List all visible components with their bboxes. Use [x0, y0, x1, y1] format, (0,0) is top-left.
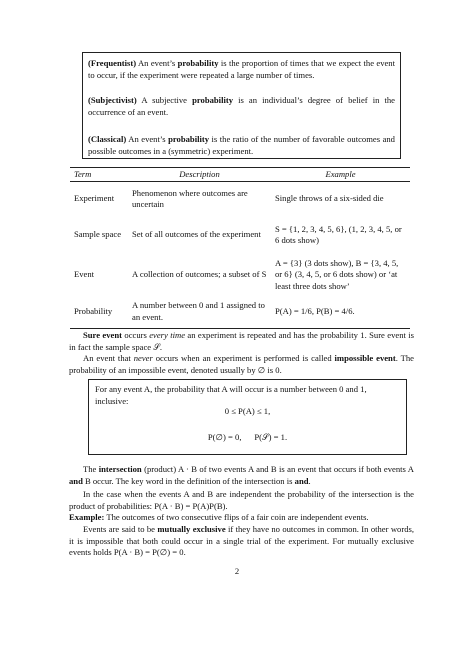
table-row [70, 216, 410, 254]
probability-bounds-box [88, 379, 407, 455]
paragraph-text: (product) A · B of two events A and B is an event that occurs if both events A [141, 464, 414, 474]
definition-subjectivist [88, 95, 395, 118]
keyword-and: and [294, 475, 309, 486]
definition-text: is the ratio of the number of favorable outcomes and possible outcomes in a (symmetric) experiment. [88, 134, 395, 156]
definitions-box [82, 52, 401, 159]
definition-text: An event’s [136, 58, 178, 68]
paragraph-text: The [83, 464, 99, 474]
description-cell: A number between 0 and 1 assigned to an event. [128, 296, 271, 328]
paragraph-text: B occur. The key word in the definition of the intersection is [82, 475, 295, 486]
example-paragraph [69, 512, 414, 524]
paragraph-text: Events are said to be [83, 524, 158, 534]
paragraph-text: an experiment is repeated and has the probability 1. Sure event is in fact the sample space 𝒮. [69, 330, 415, 352]
definition-text: is the proportion of times that we expect the event to occur, if the experiment were repeated a large number of times. [88, 58, 395, 80]
table-header-row [70, 168, 410, 182]
example-cell: P(A) = 1/6, P(B) = 4/6. [271, 296, 410, 328]
example-label: Example: [69, 512, 105, 522]
emphasis-text: never [133, 353, 153, 363]
definition-text: is an individual’s degree of belief in the occurrence of an event. [88, 95, 395, 117]
box-intro: For any event A, the probability that A will occur is a number between 0 and 1, inclusive: [95, 384, 367, 406]
paragraph-text: An event that [83, 353, 134, 363]
paragraph-text: . [308, 475, 311, 486]
table-row [70, 182, 410, 216]
definition-label: (Classical) [88, 134, 127, 145]
paragraph-text: occurs [122, 330, 150, 340]
paragraph-text: if they have no outcomes in common. In other words, it is impossible that both could occur in a single trial of the experiment. For mutually exclusive events holds P(A · B) = P(∅) = 0. [69, 524, 414, 558]
definition-term: probability [177, 58, 219, 68]
table-row [70, 296, 410, 328]
independent-paragraph: In the case when the events A and B are independent the probability of the intersection is the product of probabilities: P(A · B) = P(A)P(B). [69, 489, 414, 511]
sure-event-paragraph [69, 330, 414, 353]
sure-event-term: Sure event [83, 330, 122, 340]
formula-bounds: 0 ≤ P(A) ≤ 1, [224, 406, 271, 416]
term-cell: Event [74, 269, 95, 280]
header-term: Term [70, 168, 128, 182]
definition-term: probability [192, 95, 234, 106]
example-cell: Single throws of a six-sided die [275, 193, 384, 204]
mutually-exclusive-term: mutually exclusive [157, 524, 226, 534]
description-cell: A collection of outcomes; a subset of S [132, 269, 267, 280]
definition-frequentist [88, 58, 395, 81]
page-number: 2 [234, 566, 240, 576]
description-cell: Set of all outcomes of the experiment [132, 229, 261, 240]
paragraph-text: occurs when an experiment is performed is called [152, 353, 335, 363]
formula-empty-sure: P(∅) = 0, P(𝒮) = 1. [207, 432, 288, 442]
emphasis-text: every time [149, 330, 186, 340]
definition-text: An event’s [126, 134, 169, 145]
mutually-exclusive-paragraph [69, 524, 414, 559]
example-cell: S = {1, 2, 3, 4, 5, 6}, (1, 2, 3, 4, 5, or 6 dots show) [275, 223, 402, 245]
intersection-paragraph [69, 464, 414, 487]
term-cell: Probability [70, 296, 128, 328]
term-cell: Sample space [74, 229, 122, 240]
definition-label: (Frequentist) [88, 58, 137, 68]
definition-text: A subjective [136, 95, 193, 106]
paragraph-text: . The probability of an impossible event, denoted usually by ∅ is 0. [69, 353, 414, 375]
keyword-and: and [69, 475, 83, 486]
description-cell: Phenomenon where outcomes are uncertain [132, 187, 248, 210]
definition-label: (Subjectivist) [88, 95, 137, 106]
definition-term: probability [168, 134, 210, 145]
definition-classical [88, 134, 395, 157]
paragraph-text: The outcomes of two consecutive flips of a fair coin are independent events. [104, 512, 369, 522]
impossible-event-paragraph [69, 353, 414, 376]
intersection-term: intersection [98, 464, 142, 474]
header-example: Example [271, 168, 410, 182]
header-description: Description [128, 168, 271, 182]
example-cell: A = {3} (3 dots show), B = {3, 4, 5, or 6} (3, 4, 5, or 6 dots show) or ‘at least three dots show’ [275, 257, 399, 291]
term-cell: Experiment [74, 193, 115, 204]
impossible-event-term: impossible event [334, 353, 396, 363]
table-row [70, 254, 410, 296]
terms-table [70, 167, 410, 329]
